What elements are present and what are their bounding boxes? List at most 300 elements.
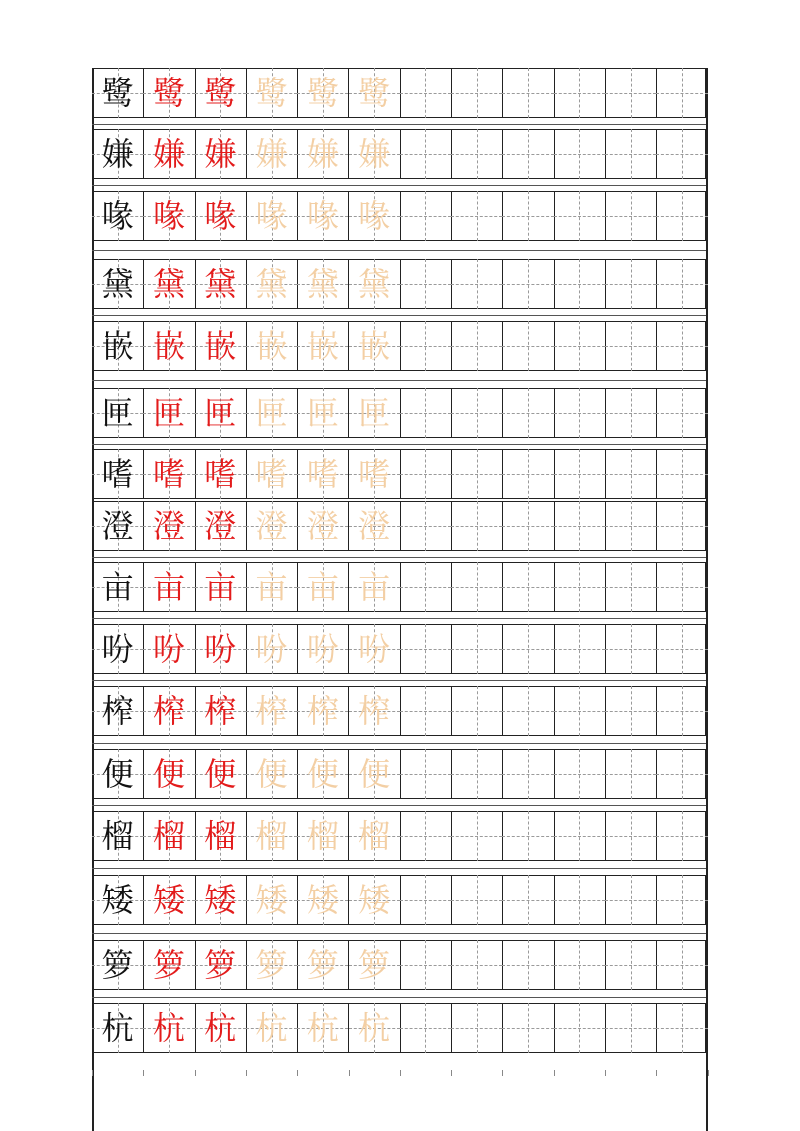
grid-cell[interactable]: [451, 875, 502, 925]
model-character: 吩: [101, 630, 134, 668]
trace-character: 匣: [358, 394, 391, 432]
trace-character: 榴: [358, 817, 391, 855]
grid-cell[interactable]: [502, 68, 553, 118]
cell-guide-horizontal: [554, 836, 605, 837]
trace-character: 嵌: [255, 327, 288, 365]
grid-cell: [92, 388, 143, 438]
cell-guide-horizontal: [605, 284, 656, 285]
grid-cell[interactable]: [656, 940, 707, 990]
cell-guide-horizontal: [656, 587, 707, 588]
cell-guide-horizontal: [554, 649, 605, 650]
grid-cell[interactable]: [554, 388, 605, 438]
grid-cell[interactable]: [656, 449, 707, 499]
trace-character: 鹭: [255, 74, 288, 112]
grid-cell: [297, 940, 348, 990]
cell-guide-horizontal: [400, 284, 451, 285]
grid-cell[interactable]: [605, 388, 656, 438]
grid-cell[interactable]: [451, 129, 502, 179]
grid-cell[interactable]: [656, 68, 707, 118]
cell-guide-horizontal: [605, 774, 656, 775]
grid-cell[interactable]: [451, 68, 502, 118]
demo-character: 榨: [204, 692, 237, 730]
grid-cell[interactable]: [656, 321, 707, 371]
grid-cell: [246, 449, 297, 499]
cell-guide-horizontal: [400, 836, 451, 837]
grid-cell[interactable]: [656, 811, 707, 861]
grid-cell: [297, 501, 348, 551]
cell-guide-horizontal: [656, 1028, 707, 1029]
grid-cell[interactable]: [605, 940, 656, 990]
grid-cell[interactable]: [400, 811, 451, 861]
trace-character: 匣: [306, 394, 339, 432]
cell-guide-horizontal: [400, 587, 451, 588]
grid-cell: [143, 259, 194, 309]
grid-cell[interactable]: [554, 321, 605, 371]
grid-cell: [297, 749, 348, 799]
demo-character: 匣: [204, 394, 237, 432]
model-character: 榨: [101, 692, 134, 730]
demo-character: 亩: [204, 568, 237, 606]
grid-cell[interactable]: [400, 129, 451, 179]
demo-character: 矮: [152, 881, 185, 919]
grid-cell: [297, 259, 348, 309]
bottom-tick-mark: [708, 1070, 709, 1076]
row-gap-line: [92, 743, 706, 744]
grid-cell: [143, 624, 194, 674]
grid-cell: [195, 562, 246, 612]
grid-cell[interactable]: [502, 129, 553, 179]
grid-cell: [195, 129, 246, 179]
grid-cell[interactable]: [656, 624, 707, 674]
grid-cell[interactable]: [502, 191, 553, 241]
grid-cell[interactable]: [656, 501, 707, 551]
demo-character: 吩: [152, 630, 185, 668]
grid-cell[interactable]: [502, 624, 553, 674]
trace-character: 便: [306, 755, 339, 793]
grid-cell: [92, 686, 143, 736]
trace-character: 嗜: [255, 455, 288, 493]
grid-cell[interactable]: [656, 259, 707, 309]
grid-cell[interactable]: [400, 562, 451, 612]
grid-cell[interactable]: [502, 875, 553, 925]
grid-cell[interactable]: [605, 259, 656, 309]
grid-cell[interactable]: [400, 68, 451, 118]
demo-character: 榨: [152, 692, 185, 730]
grid-cell[interactable]: [400, 749, 451, 799]
cell-guide-horizontal: [502, 346, 553, 347]
grid-cell: [246, 875, 297, 925]
trace-character: 吩: [358, 630, 391, 668]
grid-cell[interactable]: [656, 686, 707, 736]
grid-cell[interactable]: [400, 624, 451, 674]
trace-character: 杭: [358, 1009, 391, 1047]
grid-cell[interactable]: [605, 875, 656, 925]
grid-cell: [92, 562, 143, 612]
cell-guide-horizontal: [502, 154, 553, 155]
model-character: 澄: [101, 507, 134, 545]
trace-character: 嫌: [306, 135, 339, 173]
grid-cell: [349, 940, 400, 990]
trace-character: 矮: [306, 881, 339, 919]
model-character: 便: [101, 755, 134, 793]
practice-row: [92, 321, 708, 371]
grid-cell[interactable]: [400, 875, 451, 925]
grid-cell[interactable]: [554, 749, 605, 799]
grid-cell: [195, 875, 246, 925]
grid-cell[interactable]: [554, 501, 605, 551]
grid-cell: [195, 449, 246, 499]
grid-cell[interactable]: [451, 501, 502, 551]
grid-cell: [297, 686, 348, 736]
grid-cell[interactable]: [554, 875, 605, 925]
demo-character: 杭: [204, 1009, 237, 1047]
grid-cell[interactable]: [502, 562, 553, 612]
cell-guide-horizontal: [502, 216, 553, 217]
grid-cell: [143, 875, 194, 925]
trace-character: 嵌: [306, 327, 339, 365]
cell-guide-horizontal: [554, 93, 605, 94]
grid-cell: [92, 449, 143, 499]
cell-guide-horizontal: [605, 154, 656, 155]
grid-cell: [246, 259, 297, 309]
grid-cell: [195, 68, 246, 118]
trace-character: 便: [255, 755, 288, 793]
grid-cell: [246, 1003, 297, 1053]
grid-cell[interactable]: [502, 501, 553, 551]
bottom-tick-mark: [605, 1070, 606, 1076]
cell-guide-horizontal: [400, 711, 451, 712]
cell-guide-horizontal: [605, 216, 656, 217]
grid-cell[interactable]: [451, 1003, 502, 1053]
grid-cell[interactable]: [656, 388, 707, 438]
grid-cell[interactable]: [451, 562, 502, 612]
trace-character: 榨: [358, 692, 391, 730]
practice-row: [92, 259, 708, 309]
grid-cell[interactable]: [400, 191, 451, 241]
bottom-tick-mark: [502, 1070, 503, 1076]
grid-cell[interactable]: [451, 624, 502, 674]
grid-cell: [297, 562, 348, 612]
grid-cell[interactable]: [400, 686, 451, 736]
grid-cell: [143, 562, 194, 612]
cell-guide-horizontal: [502, 587, 553, 588]
grid-cell: [143, 449, 194, 499]
practice-row: [92, 388, 708, 438]
grid-cell[interactable]: [400, 321, 451, 371]
grid-cell[interactable]: [605, 68, 656, 118]
demo-character: 榴: [152, 817, 185, 855]
row-gap-line: [92, 185, 706, 186]
grid-cell[interactable]: [451, 321, 502, 371]
cell-guide-horizontal: [554, 526, 605, 527]
grid-cell: [92, 1003, 143, 1053]
cell-guide-horizontal: [502, 900, 553, 901]
grid-cell: [195, 686, 246, 736]
grid-cell[interactable]: [400, 1003, 451, 1053]
grid-cell[interactable]: [554, 129, 605, 179]
grid-cell: [143, 388, 194, 438]
trace-character: 箩: [306, 946, 339, 984]
grid-cell[interactable]: [605, 749, 656, 799]
grid-cell[interactable]: [656, 129, 707, 179]
cell-guide-horizontal: [605, 346, 656, 347]
grid-cell[interactable]: [502, 388, 553, 438]
practice-row: [92, 1003, 708, 1053]
demo-character: 便: [204, 755, 237, 793]
grid-cell: [349, 68, 400, 118]
cell-guide-horizontal: [656, 284, 707, 285]
grid-cell[interactable]: [554, 449, 605, 499]
grid-cell[interactable]: [554, 191, 605, 241]
grid-cell: [349, 1003, 400, 1053]
grid-cell[interactable]: [656, 191, 707, 241]
cell-guide-horizontal: [451, 284, 502, 285]
cell-guide-horizontal: [656, 836, 707, 837]
grid-cell: [297, 321, 348, 371]
grid-cell[interactable]: [605, 1003, 656, 1053]
model-character: 杭: [101, 1009, 134, 1047]
trace-character: 箩: [358, 946, 391, 984]
grid-cell[interactable]: [605, 129, 656, 179]
cell-guide-horizontal: [451, 154, 502, 155]
grid-cell[interactable]: [656, 875, 707, 925]
cell-guide-horizontal: [502, 774, 553, 775]
trace-character: 匣: [255, 394, 288, 432]
grid-cell[interactable]: [502, 749, 553, 799]
cell-guide-horizontal: [605, 836, 656, 837]
grid-cell: [92, 875, 143, 925]
grid-cell[interactable]: [605, 624, 656, 674]
cell-guide-horizontal: [605, 474, 656, 475]
model-character: 嗜: [101, 455, 134, 493]
grid-cell[interactable]: [451, 259, 502, 309]
demo-character: 鹭: [152, 74, 185, 112]
cell-guide-horizontal: [451, 649, 502, 650]
grid-cell: [246, 191, 297, 241]
cell-guide-horizontal: [502, 836, 553, 837]
cell-guide-horizontal: [502, 965, 553, 966]
trace-character: 黛: [255, 265, 288, 303]
grid-cell[interactable]: [502, 811, 553, 861]
demo-character: 便: [152, 755, 185, 793]
cell-guide-horizontal: [656, 774, 707, 775]
grid-cell[interactable]: [605, 686, 656, 736]
row-gap-line: [92, 933, 706, 934]
practice-row: [92, 449, 708, 499]
cell-guide-horizontal: [605, 93, 656, 94]
grid-cell: [246, 68, 297, 118]
grid-cell[interactable]: [400, 449, 451, 499]
grid-cell[interactable]: [554, 624, 605, 674]
grid-cell[interactable]: [605, 501, 656, 551]
grid-cell[interactable]: [451, 449, 502, 499]
cell-guide-horizontal: [400, 1028, 451, 1029]
grid-cell: [92, 811, 143, 861]
grid-cell[interactable]: [554, 259, 605, 309]
cell-guide-horizontal: [554, 587, 605, 588]
grid-cell: [143, 940, 194, 990]
grid-cell[interactable]: [400, 259, 451, 309]
row-gap-line: [92, 805, 706, 806]
demo-character: 嵌: [204, 327, 237, 365]
grid-cell[interactable]: [656, 749, 707, 799]
cell-guide-horizontal: [451, 216, 502, 217]
grid-cell: [246, 321, 297, 371]
practice-row: [92, 940, 708, 990]
cell-guide-horizontal: [400, 154, 451, 155]
grid-cell[interactable]: [502, 940, 553, 990]
grid-cell: [195, 1003, 246, 1053]
demo-character: 嫌: [204, 135, 237, 173]
grid-cell: [92, 129, 143, 179]
grid-cell: [297, 129, 348, 179]
grid-cell[interactable]: [554, 811, 605, 861]
cell-guide-horizontal: [451, 836, 502, 837]
demo-character: 嗜: [152, 455, 185, 493]
grid-cell: [195, 191, 246, 241]
grid-cell[interactable]: [554, 686, 605, 736]
grid-cell[interactable]: [656, 562, 707, 612]
cell-guide-horizontal: [451, 900, 502, 901]
row-gap-line: [92, 315, 706, 316]
cell-guide-horizontal: [554, 346, 605, 347]
row-gap-line: [92, 124, 706, 125]
grid-cell: [195, 940, 246, 990]
grid-cell: [297, 191, 348, 241]
demo-character: 澄: [152, 507, 185, 545]
grid-cell[interactable]: [451, 686, 502, 736]
demo-character: 嵌: [152, 327, 185, 365]
bottom-tick-mark: [92, 1070, 93, 1076]
grid-cell: [297, 68, 348, 118]
grid-cell[interactable]: [605, 191, 656, 241]
grid-cell[interactable]: [451, 940, 502, 990]
model-character: 箩: [101, 946, 134, 984]
row-gap-line: [92, 444, 706, 445]
grid-cell: [143, 191, 194, 241]
grid-cell: [297, 811, 348, 861]
grid-cell[interactable]: [451, 191, 502, 241]
demo-character: 吩: [204, 630, 237, 668]
grid-cell: [92, 321, 143, 371]
grid-cell: [246, 501, 297, 551]
grid-cell[interactable]: [400, 940, 451, 990]
row-gap-line: [92, 680, 706, 681]
cell-guide-horizontal: [656, 711, 707, 712]
practice-row: [92, 875, 708, 925]
grid-cell: [195, 388, 246, 438]
grid-cell: [297, 388, 348, 438]
trace-character: 嫌: [358, 135, 391, 173]
grid-cell: [246, 940, 297, 990]
cell-guide-horizontal: [656, 154, 707, 155]
trace-character: 澄: [255, 507, 288, 545]
demo-character: 澄: [204, 507, 237, 545]
cell-guide-horizontal: [605, 965, 656, 966]
demo-character: 榴: [204, 817, 237, 855]
grid-cell[interactable]: [502, 686, 553, 736]
grid-cell: [143, 321, 194, 371]
cell-guide-horizontal: [400, 93, 451, 94]
demo-character: 嗜: [204, 455, 237, 493]
grid-cell[interactable]: [605, 811, 656, 861]
grid-cell[interactable]: [502, 1003, 553, 1053]
grid-cell[interactable]: [605, 321, 656, 371]
trace-character: 亩: [306, 568, 339, 606]
model-character: 黛: [101, 265, 134, 303]
cell-guide-horizontal: [451, 413, 502, 414]
cell-guide-horizontal: [656, 900, 707, 901]
grid-cell[interactable]: [451, 811, 502, 861]
grid-cell: [349, 321, 400, 371]
grid-cell[interactable]: [400, 388, 451, 438]
grid-cell: [92, 259, 143, 309]
grid-cell: [92, 624, 143, 674]
grid-cell[interactable]: [554, 562, 605, 612]
cell-guide-horizontal: [656, 413, 707, 414]
grid-cell[interactable]: [605, 562, 656, 612]
grid-cell: [246, 129, 297, 179]
grid-cell: [195, 321, 246, 371]
cell-guide-horizontal: [502, 649, 553, 650]
cell-guide-horizontal: [451, 93, 502, 94]
practice-row: [92, 562, 708, 612]
grid-cell[interactable]: [451, 749, 502, 799]
grid-cell: [349, 624, 400, 674]
grid-cell[interactable]: [502, 321, 553, 371]
demo-character: 亩: [152, 568, 185, 606]
grid-cell: [349, 562, 400, 612]
grid-cell[interactable]: [554, 68, 605, 118]
grid-cell[interactable]: [554, 1003, 605, 1053]
practice-row: [92, 749, 708, 799]
row-gap-line: [92, 380, 706, 381]
cell-guide-horizontal: [502, 474, 553, 475]
grid-cell[interactable]: [451, 388, 502, 438]
model-character: 匣: [101, 394, 134, 432]
grid-cell[interactable]: [400, 501, 451, 551]
grid-cell: [246, 749, 297, 799]
cell-guide-horizontal: [451, 774, 502, 775]
grid-cell[interactable]: [605, 449, 656, 499]
model-character: 喙: [101, 197, 134, 235]
bottom-tick-mark: [195, 1070, 196, 1076]
cell-guide-horizontal: [502, 413, 553, 414]
grid-cell: [246, 624, 297, 674]
cell-guide-horizontal: [451, 474, 502, 475]
grid-cell[interactable]: [656, 1003, 707, 1053]
grid-cell: [195, 624, 246, 674]
trace-character: 喙: [358, 197, 391, 235]
model-character: 亩: [101, 568, 134, 606]
trace-character: 鹭: [306, 74, 339, 112]
cell-guide-horizontal: [451, 587, 502, 588]
grid-cell: [297, 624, 348, 674]
grid-cell: [349, 388, 400, 438]
grid-cell: [349, 449, 400, 499]
bottom-tick-mark: [349, 1070, 350, 1076]
trace-character: 嵌: [358, 327, 391, 365]
trace-character: 亩: [255, 568, 288, 606]
grid-cell: [143, 1003, 194, 1053]
grid-cell[interactable]: [554, 940, 605, 990]
grid-cell[interactable]: [502, 449, 553, 499]
grid-cell: [349, 129, 400, 179]
model-character: 矮: [101, 881, 134, 919]
grid-cell: [349, 191, 400, 241]
grid-cell: [195, 811, 246, 861]
grid-cell[interactable]: [502, 259, 553, 309]
